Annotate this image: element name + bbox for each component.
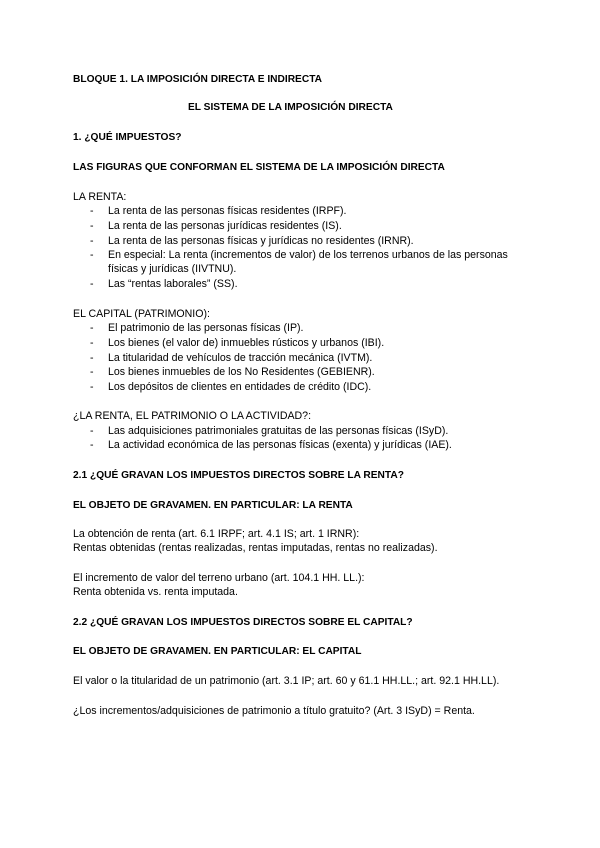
paragraph-line: La obtención de renta (art. 6.1 IRPF; art. 4.1 IS; art. 1 IRNR): xyxy=(73,528,360,540)
section-1-title: 1. ¿QUÉ IMPUESTOS? xyxy=(73,132,182,143)
list-dash: - xyxy=(90,337,94,349)
paragraph-line: Rentas obtenidas (rentas realizadas, rentas imputadas, rentas no realizadas). xyxy=(73,542,438,554)
block-heading: BLOQUE 1. LA IMPOSICIÓN DIRECTA E INDIRECTA xyxy=(73,74,323,85)
document-title: EL SISTEMA DE LA IMPOSICIÓN DIRECTA xyxy=(188,102,393,113)
list-dash: - xyxy=(90,322,94,334)
renta-label: LA RENTA: xyxy=(73,191,127,203)
list-item: Los depósitos de clientes en entidades de crédito (IDC). xyxy=(108,381,372,393)
list-dash: - xyxy=(90,249,94,261)
list-item: En especial: La renta (incrementos de valor) de los terrenos urbanos de las personas xyxy=(108,249,508,261)
list-dash: - xyxy=(90,439,94,451)
capital-label: EL CAPITAL (PATRIMONIO): xyxy=(73,308,210,320)
section-1-subtitle: LAS FIGURAS QUE CONFORMAN EL SISTEMA DE LA IMPOSICIÓN DIRECTA xyxy=(73,162,445,173)
list-item: La renta de las personas jurídicas residentes (IS). xyxy=(108,220,342,232)
paragraph-line: ¿Los incrementos/adquisiciones de patrimonio a título gratuito? (Art. 3 ISyD) = Renta. xyxy=(73,705,475,717)
list-item: La actividad económica de las personas físicas (exenta) y jurídicas (IAE). xyxy=(108,439,452,451)
list-item: El patrimonio de las personas físicas (IP). xyxy=(108,322,304,334)
section-2-2-title: 2.2 ¿QUÉ GRAVAN LOS IMPUESTOS DIRECTOS SOBRE EL CAPITAL? xyxy=(73,617,413,628)
list-item: Los bienes inmuebles de los No Residentes (GEBIENR). xyxy=(108,366,375,378)
list-item: Las adquisiciones patrimoniales gratuitas de las personas físicas (ISyD). xyxy=(108,425,449,437)
list-dash: - xyxy=(90,366,94,378)
list-dash: - xyxy=(90,205,94,217)
list-item: Los bienes (el valor de) inmuebles rústicos y urbanos (IBI). xyxy=(108,337,385,349)
paragraph-line: El incremento de valor del terreno urbano (art. 104.1 HH. LL.): xyxy=(73,572,365,584)
list-item-continuation: físicas y jurídicas (IIVTNU). xyxy=(108,263,237,275)
actividad-label: ¿LA RENTA, EL PATRIMONIO O LA ACTIVIDAD?: xyxy=(73,410,312,422)
list-dash: - xyxy=(90,425,94,437)
list-dash: - xyxy=(90,381,94,393)
section-2-2-subtitle: EL OBJETO DE GRAVAMEN. EN PARTICULAR: EL CAPITAL xyxy=(73,646,362,657)
list-item: Las “rentas laborales” (SS). xyxy=(108,278,238,290)
list-dash: - xyxy=(90,352,94,364)
list-item: La renta de las personas físicas y jurídicas no residentes (IRNR). xyxy=(108,235,414,247)
paragraph-line: El valor o la titularidad de un patrimonio (art. 3.1 IP; art. 60 y 61.1 HH.LL.; art. 92.1 HH.LL). xyxy=(73,675,500,687)
list-dash: - xyxy=(90,235,94,247)
list-item: La renta de las personas físicas residentes (IRPF). xyxy=(108,205,347,217)
paragraph-line: Renta obtenida vs. renta imputada. xyxy=(73,586,238,598)
list-dash: - xyxy=(90,278,94,290)
list-item: La titularidad de vehículos de tracción mecánica (IVTM). xyxy=(108,352,373,364)
section-2-1-subtitle: EL OBJETO DE GRAVAMEN. EN PARTICULAR: LA RENTA xyxy=(73,500,353,511)
list-dash: - xyxy=(90,220,94,232)
section-2-1-title: 2.1 ¿QUÉ GRAVAN LOS IMPUESTOS DIRECTOS SOBRE LA RENTA? xyxy=(73,470,404,481)
